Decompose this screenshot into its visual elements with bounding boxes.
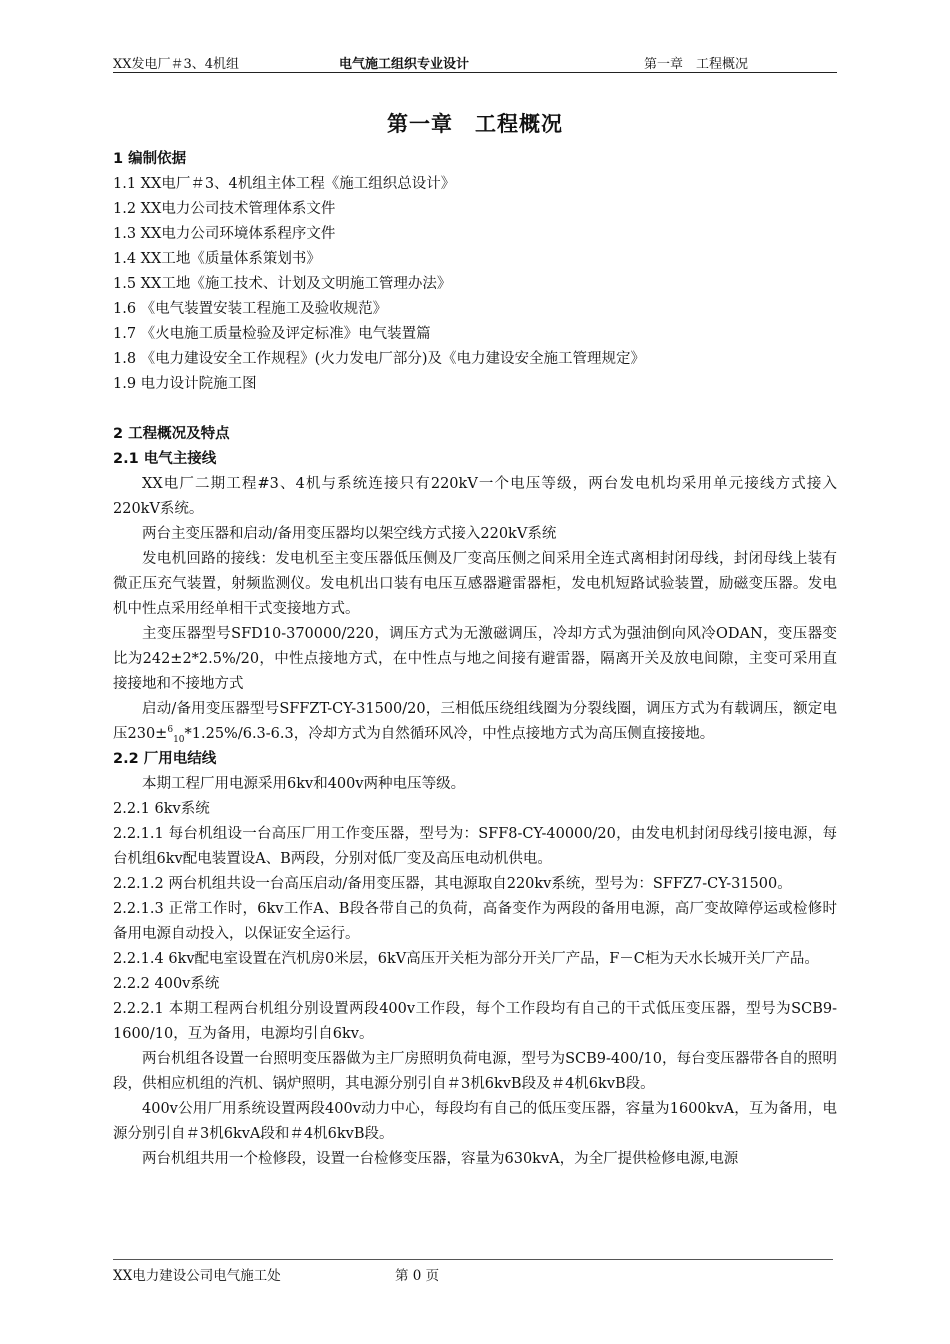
list-item: 2.2.1.4 6kv配电室设置在汽机房0米层，6kV高压开关柜为部分开关厂产品，F－C柜为天水长城开关厂产品。: [113, 951, 819, 967]
paragraph: 两台机组共用一个检修段，设置一台检修变压器，容量为630kvA，为全厂提供检修电源,电源: [142, 1151, 739, 1167]
list-item: 1.7 《火电施工质量检验及评定标准》电气装置篇: [113, 326, 431, 342]
paragraph: 两台主变压器和启动/备用变压器均以架空线方式接入220kV系统: [142, 526, 557, 542]
superscript: 6: [167, 725, 174, 736]
list-item: 1.2 XX电力公司技术管理体系文件: [113, 201, 336, 217]
section-heading: 1 编制依据: [113, 151, 187, 167]
list-item: 2.2.2.1 本期工程两台机组分别设置两段400v工作段，每个工作段均有自己的干式低压变压器，型号为SCB9-1600/10，互为备用，电源均引自6kv。: [113, 1001, 837, 1042]
footer-page-number: 第 0 页: [395, 1268, 440, 1284]
paragraph-text: 启动/备用变压器型号SFFZT-CY-31500/20，三相低压绕组线圈为分裂线圈，调压方式为有载调压，额定电压230±: [113, 701, 837, 742]
list-item: 2.2.1.1 每台机组设一台高压厂用工作变压器，型号为：SFF8-CY-40000/20，由发电机封闭母线引接电源，每台机组6kv配电装置设A、B两段，分别对低厂变及高压电动机供电。: [113, 826, 837, 867]
subsection-heading: 2.2.2 400v系统: [113, 976, 220, 992]
page-header: [113, 53, 836, 73]
list-item: 2.2.1.2 两台机组共设一台高压启动/备用变压器，其电源取自220kv系统，型号为：SFFZ7-CY-31500。: [113, 876, 792, 892]
list-item: 1.9 电力设计院施工图: [113, 376, 257, 392]
paragraph-text: *1.25%/6.3-6.3，冷却方式为自然循环风冷，中性点接地方式为高压侧直接接地。: [184, 726, 715, 742]
footer-company: XX电力建设公司电气施工处: [113, 1268, 281, 1284]
subscript: 10: [173, 734, 185, 745]
list-item: 1.8 《电力建设安全工作规程》(火力发电厂部分)及《电力建设安全施工管理规定》: [113, 351, 645, 367]
paragraph: 两台机组各设置一台照明变压器做为主厂房照明负荷电源，型号为SCB9-400/10，每台变压器带各自的照明段，供相应机组的汽机、锅炉照明，其电源分别引自＃3机6kvB段及＃4机6kvB段。: [113, 1051, 837, 1092]
subsection-heading: 2.1 电气主接线: [113, 451, 217, 467]
paragraph: 400v公用厂用系统设置两段400v动力中心，每段均有自己的低压变压器，容量为1600kvA，互为备用，电源分别引自＃3机6kvA段和＃4机6kvB段。: [113, 1101, 837, 1142]
list-item: 1.5 XX工地《施工技术、计划及文明施工管理办法》: [113, 276, 452, 292]
list-item: 1.6 《电气装置安装工程施工及验收规范》: [113, 301, 388, 317]
header-project: XX发电厂＃3、4机组: [113, 57, 240, 72]
header-rule: [113, 72, 837, 73]
paragraph: 主变压器型号SFD10-370000/220，调压方式为无激磁调压，冷却方式为强油倒向风冷ODAN，变压器变比为242±2*2.5%/20，中性点接地方式，在中性点与地之间接有避雷器，隔离开关及放电间隙，主变可采用直接接地和不接地方式: [113, 626, 837, 692]
list-item: 1.1 XX电厂＃3、4机组主体工程《施工组织总设计》: [113, 176, 456, 192]
paragraph: XX电厂二期工程#3、4机与系统连接只有220kV一个电压等级，两台发电机均采用单元接线方式接入220kV系统。: [113, 476, 837, 517]
list-item: 1.4 XX工地《质量体系策划书》: [113, 251, 321, 267]
spacer: [113, 397, 837, 422]
subsection-heading: 2.2 厂用电结线: [113, 751, 217, 767]
list-item: 2.2.1.3 正常工作时，6kv工作A、B段各带自己的负荷，高备变作为两段的备用电源，高厂变故障停运或检修时备用电源自动投入，以保证安全运行。: [113, 901, 837, 942]
list-item: 1.3 XX电力公司环境体系程序文件: [113, 226, 336, 242]
paragraph: 本期工程厂用电源采用6kv和400v两种电压等级。: [142, 776, 466, 792]
section-heading: 2 工程概况及特点: [113, 426, 230, 442]
footer-rule: [113, 1259, 833, 1260]
chapter-title: 第一章 工程概况: [387, 112, 563, 136]
document-body: [113, 147, 837, 1172]
header-document-title: 电气施工组织专业设计: [339, 57, 470, 72]
paragraph: [113, 697, 837, 747]
subsection-heading: 2.2.1 6kv系统: [113, 801, 210, 817]
paragraph: 发电机回路的接线：发电机至主变压器低压侧及厂变高压侧之间采用全连式离相封闭母线，封闭母线上装有微正压充气装置，射频监测仪。发电机出口装有电压互感器避雷器柜，发电机短路试验装置，励磁变压器。发电机中性点采用经单相干式变接地方式。: [113, 551, 837, 617]
header-chapter: 第一章 工程概况: [644, 57, 749, 72]
